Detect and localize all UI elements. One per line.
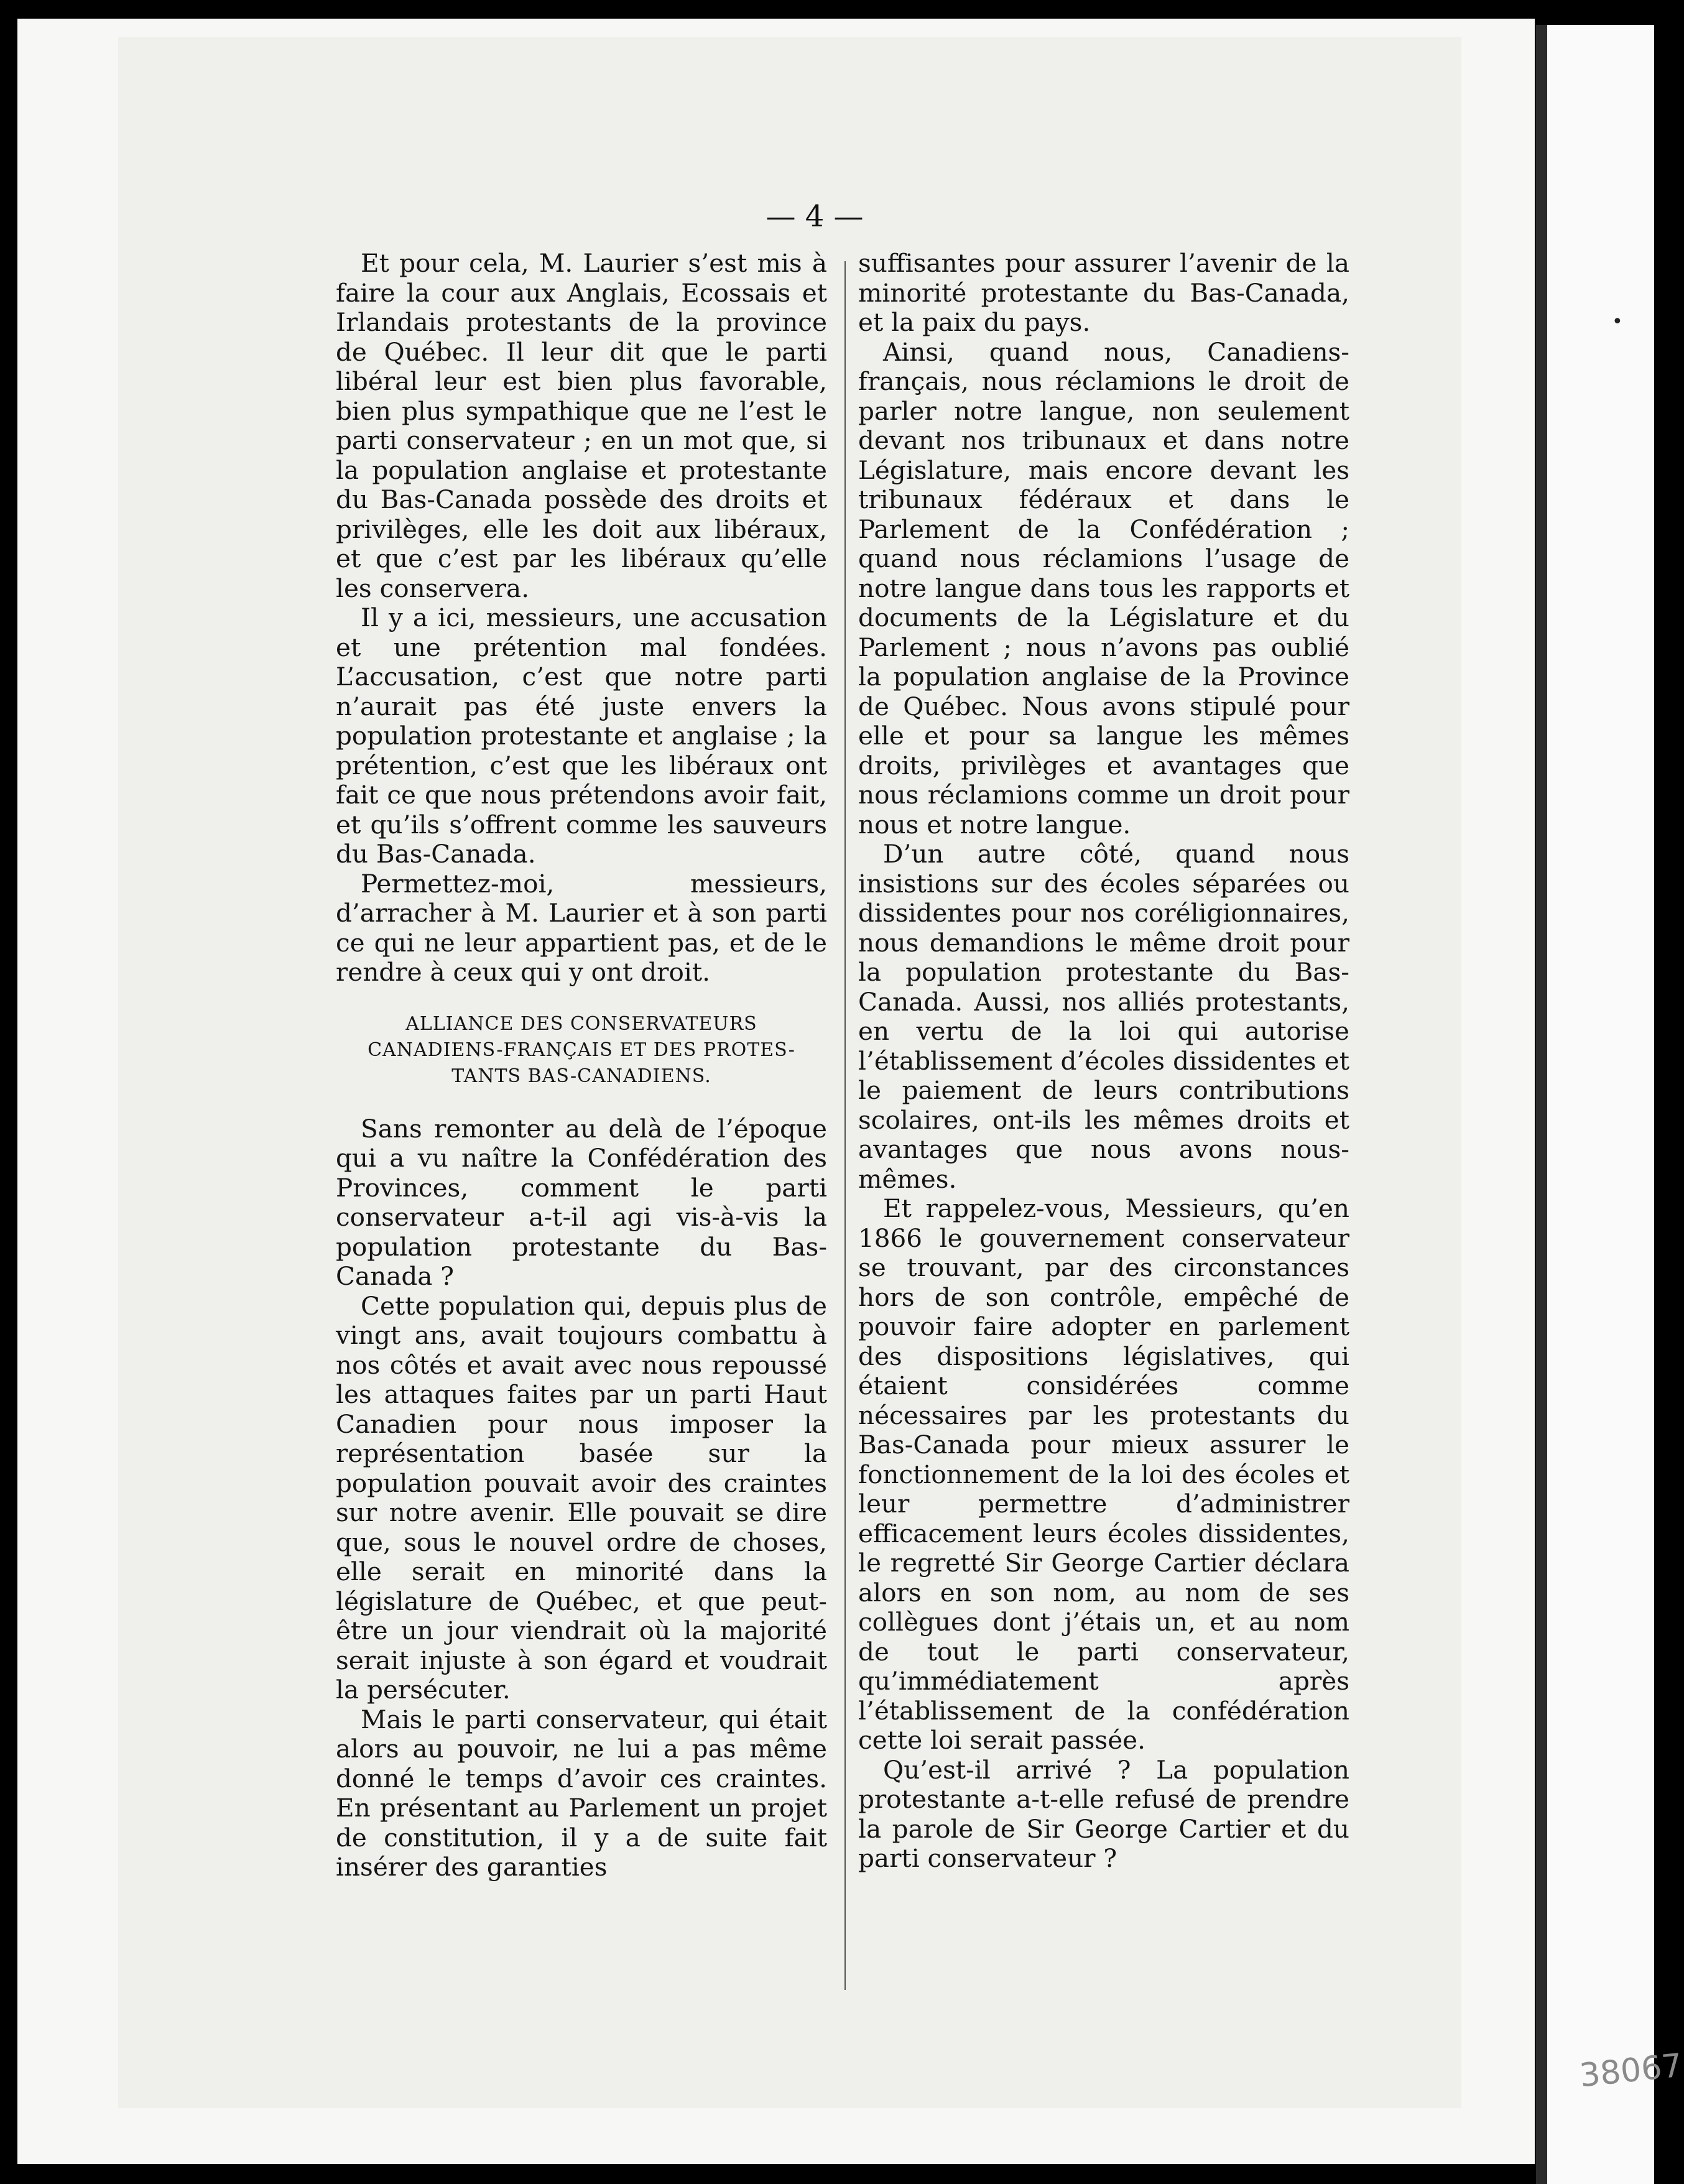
- right-column: [858, 249, 1349, 1874]
- paragraph: Cette population qui, depuis plus de vingt ans, avait toujours combattu à nos côtés et avait avec nous repoussé les attaques faites par un parti Haut Canadien pour nous imposer la représentation basée sur la population pouvait avoir des craintes sur notre avenir. Elle pouvait se dire que, sous le nouvel ordre de choses, elle serait en minorité dans la législature de Québec, et que peut-être un jour viendrait où la majorité serait injuste à son égard et voudrait la persécuter.: [336, 1290, 827, 1705]
- margin-dot: •: [1612, 311, 1623, 333]
- paragraph: Et rappelez-vous, Messieurs, qu’en 1866 le gouvernement conservateur se trouvant, par des circonstances hors de son contrôle, empêché de pouvoir faire adopter en parlement des dispositions législatives, qui étaient considérées comme nécessaires par les protestants du Bas-Canada pour mieux assurer le fonctionnement de la loi des écoles et leur permettre d’administrer efficacement leurs écoles dissidentes, le regretté Sir George Cartier déclara alors en son nom, au nom de ses collègues dont j’étais un, et au nom de tout le parti conservateur, qu’immédiatement après l’établissement de la confédération cette loi serait passée.: [858, 1193, 1349, 1755]
- paragraph: Permettez-moi, messieurs, d’arracher à M. Laurier et à son parti ce qui ne leur appartient pas, et de le rendre à ceux qui y ont droit.: [336, 868, 827, 987]
- paragraph: D’un autre côté, quand nous insistions sur des écoles séparées ou dissidentes pour nos coréligionnaires, nous demandions le même droit pour la population protestante du Bas-Canada. Aussi, nos alliés protestants, en vertu de la loi qui autorise l’établissement d’écoles dissidentes et le paiement de leurs contributions scolaires, ont-ils les mêmes droits et avantages que nous avons nous-mêmes.: [858, 839, 1349, 1194]
- section-heading: [336, 1011, 827, 1090]
- section-heading-line: TANTS BAS-CANADIENS.: [451, 1065, 711, 1087]
- page-number: — 4 —: [766, 199, 864, 234]
- paragraph-continuation: suffisantes pour assurer l’avenir de la minorité protestante du Bas-Canada, et la paix du pays.: [858, 248, 1349, 337]
- paragraph: Qu’est-il arrivé ? La population protestante a-t-elle refusé de prendre la parole de Sir George Cartier et du parti conservateur ?: [858, 1754, 1349, 1873]
- left-column: [336, 249, 827, 1882]
- column-rule: [844, 261, 846, 1990]
- paragraph: Sans remonter au delà de l’époque qui a vu naître la Confédération des Provinces, comment le parti conservateur a-t-il agi vis-à-vis la population protestante du Bas-Canada ?: [336, 1113, 827, 1291]
- paragraph: Il y a ici, messieurs, une accusation et une prétention mal fondées. L’accusation, c’est que notre parti n’aurait pas été juste envers la population protestante et anglaise ; la prétention, c’est que les libéraux ont fait ce que nous prétendons avoir fait, et qu’ils s’offrent comme les sauveurs du Bas-Canada.: [336, 603, 827, 869]
- paragraph: Mais le parti conservateur, qui était alors au pouvoir, ne lui a pas même donné le temps d’avoir ces craintes. En présentant au Parlement un projet de constitution, il y a de suite fait insérer des garanties: [336, 1704, 827, 1882]
- paragraph: Et pour cela, M. Laurier s’est mis à faire la cour aux Anglais, Ecossais et Irlandais protestants de la province de Québec. Il leur dit que le parti libéral leur est bien plus favorable, bien plus sympathique que ne l’est le parti conservateur ; en un mot que, si la population anglaise et protestante du Bas-Canada possède des droits et privilèges, elle les doit aux libéraux, et que c’est par les libéraux qu’elle les conservera.: [336, 248, 827, 603]
- section-heading-line: ALLIANCE DES CONSERVATEURS CANADIENS-FRANÇAIS ET DES PROTES-: [368, 1012, 795, 1061]
- handwritten-margin-note: 38067: [1578, 2047, 1684, 2095]
- adjacent-page-edge: [1536, 25, 1654, 2184]
- paragraph: Ainsi, quand nous, Canadiens-français, nous réclamions le droit de parler notre langue, non seulement devant nos tribunaux et dans notre Législature, mais encore devant les tribunaux fédéraux et dans le Parlement de la Confédération ; quand nous réclamions l’usage de notre langue dans tous les rapports et documents de la Législature et du Parlement ; nous n’avons pas oublié la population anglaise de la Province de Québec. Nous avons stipulé pour elle et pour sa langue les mêmes droits, privilèges et avantages que nous réclamions comme un droit pour nous et notre langue.: [858, 336, 1349, 840]
